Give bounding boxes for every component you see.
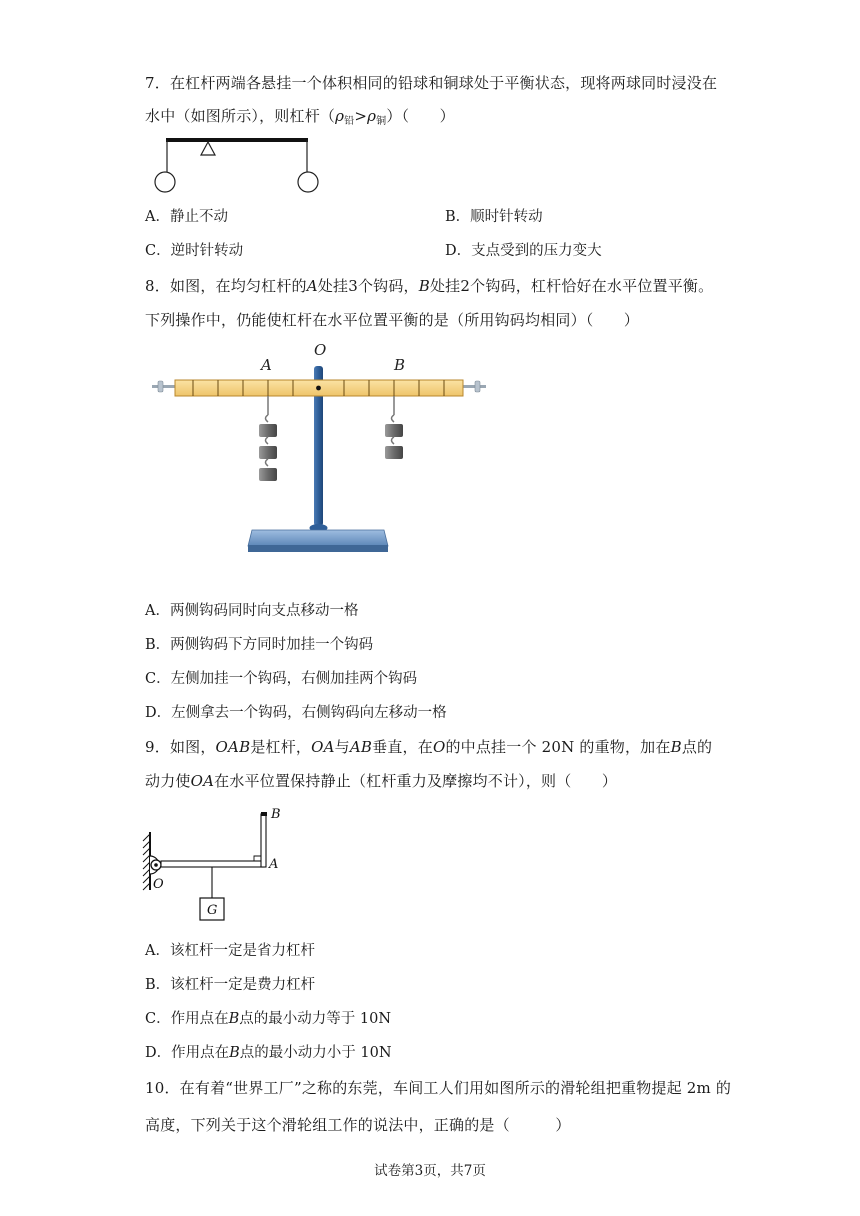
lever-oab-label: OAB: [215, 738, 251, 756]
stand-base: [248, 530, 388, 546]
q10-stem-line1: 10．在有着“世界工厂”之称的东莞，车间工人们用如图所示的滑轮组把重物提起 2m 的: [145, 1079, 732, 1097]
q9-stem-text: 在水平位置保持静止（杠杆重力及摩擦均不计），则（ ）: [214, 772, 618, 790]
lead-ball: [155, 172, 175, 192]
fig-label-b: B: [271, 807, 281, 822]
page-footer: 试卷第3页，共7页: [374, 1163, 486, 1179]
q9-stem-text: 9．如图，: [145, 738, 216, 756]
point-b-label: B: [228, 1011, 240, 1027]
q9-stem-line1: [145, 737, 712, 757]
fig-label-g: G: [207, 903, 218, 918]
q7-stem-text: 水中（如图所示），则杠杆（: [145, 107, 336, 125]
greater-than: >: [354, 107, 368, 125]
fig-label-b: B: [394, 356, 406, 374]
hinge-center: [154, 863, 158, 867]
fig-label-o: O: [314, 341, 327, 359]
right-knob: [475, 381, 480, 392]
segment-ab-label: AB: [349, 738, 373, 756]
q10-stem-line2: 高度，下列关于这个滑轮组工作的说法中，正确的是（ ）: [145, 1116, 571, 1134]
q9-option-c[interactable]: [145, 1009, 391, 1029]
arm-ab-tip: [261, 812, 267, 816]
segment-oa-label: OA: [190, 772, 215, 790]
point-b-label: B: [418, 277, 430, 295]
right-knob-shaft: [462, 385, 486, 388]
q8-option-c[interactable]: C．左侧加挂一个钩码，右侧加挂两个钩码: [145, 671, 418, 687]
left-weights: [259, 396, 277, 481]
q9-stem-line2: [145, 771, 617, 791]
option-text: 点的最小动力小于 10N: [239, 1045, 392, 1061]
q7-option-b[interactable]: B．顺时针转动: [445, 209, 543, 225]
pivot-point: [316, 386, 321, 391]
q8-stem-text: 处挂3个钩码，: [317, 277, 419, 295]
q9-stem-text: 动力使: [145, 772, 191, 790]
point-b-label: B: [229, 1045, 240, 1061]
q9-option-a[interactable]: A．该杠杆一定是省力杠杆: [145, 943, 315, 959]
stand-base-edge: [248, 545, 388, 552]
option-text: C．作用点在: [145, 1011, 229, 1027]
q7-answer-blank: ）（ ）: [386, 107, 455, 125]
point-o-label: O: [432, 738, 446, 756]
point-b-label: B: [670, 738, 682, 756]
fulcrum-triangle: [201, 142, 215, 155]
q7-option-c[interactable]: C．逆时针转动: [145, 243, 244, 259]
q8-stem-text: 8．如图，在均匀杠杆的: [145, 277, 307, 295]
q9-option-b[interactable]: B．该杠杆一定是费力杠杆: [145, 977, 316, 993]
q7-option-d[interactable]: D．支点受到的压力变大: [445, 243, 602, 259]
q8-lever-figure: [148, 338, 498, 558]
rho-symbol: ρ: [335, 107, 345, 125]
q7-option-a[interactable]: A．静止不动: [145, 209, 228, 225]
segment-oa-label: OA: [311, 738, 335, 756]
q9-stem-text: 点的: [681, 738, 713, 756]
q9-lever-figure: [140, 800, 300, 926]
q8-stem-text: 处挂2个钩码，杠杆恰好在水平位置平衡。: [429, 277, 714, 295]
option-text: 点的最小动力等于 10N: [239, 1011, 392, 1027]
q8-option-a[interactable]: A．两侧钩码同时向支点移动一格: [145, 603, 359, 619]
q7-lever-figure: [148, 133, 328, 195]
point-a-label: A: [306, 277, 318, 295]
fig-label-o: O: [153, 877, 164, 892]
left-knob: [158, 381, 163, 392]
q7-stem-line2: [145, 106, 455, 132]
q8-stem-line1: [145, 276, 713, 296]
rho-sub-copper: 铜: [376, 116, 387, 127]
fig-label-a: A: [269, 857, 279, 872]
option-text: D．作用点在: [145, 1045, 230, 1061]
q7-stem-line1: 7．在杠杆两端各悬挂一个体积相同的铅球和铜球处于平衡状态，现将两球同时浸没在: [145, 74, 718, 92]
q8-option-b[interactable]: B．两侧钩码下方同时加挂一个钩码: [145, 637, 374, 653]
fig-label-a: A: [261, 356, 272, 374]
lever-bar: [166, 138, 308, 142]
arm-ab: [261, 814, 266, 867]
right-angle-marker: [254, 856, 261, 861]
q8-stem-line2: 下列操作中，仍能使杠杆在水平位置平衡的是（所用钩码均相同）（ ）: [145, 311, 640, 329]
q9-stem-text: 垂直，在: [372, 738, 433, 756]
q9-stem-text: 的中点挂一个 20N 的重物，加在: [445, 738, 671, 756]
q9-stem-text: 是杠杆，: [250, 738, 312, 756]
q8-option-d[interactable]: D．左侧拿去一个钩码，右侧钩码向左移动一格: [145, 705, 447, 721]
arm-oa: [161, 861, 264, 867]
wall-hatching: [143, 834, 150, 890]
rho-sub-lead: 铅: [344, 116, 355, 127]
rho-symbol: ρ: [367, 107, 377, 125]
left-knob-shaft: [152, 385, 176, 388]
q9-stem-text: 与: [334, 738, 350, 756]
right-weights: [385, 396, 403, 459]
q9-option-d[interactable]: [145, 1043, 392, 1063]
copper-ball: [298, 172, 318, 192]
